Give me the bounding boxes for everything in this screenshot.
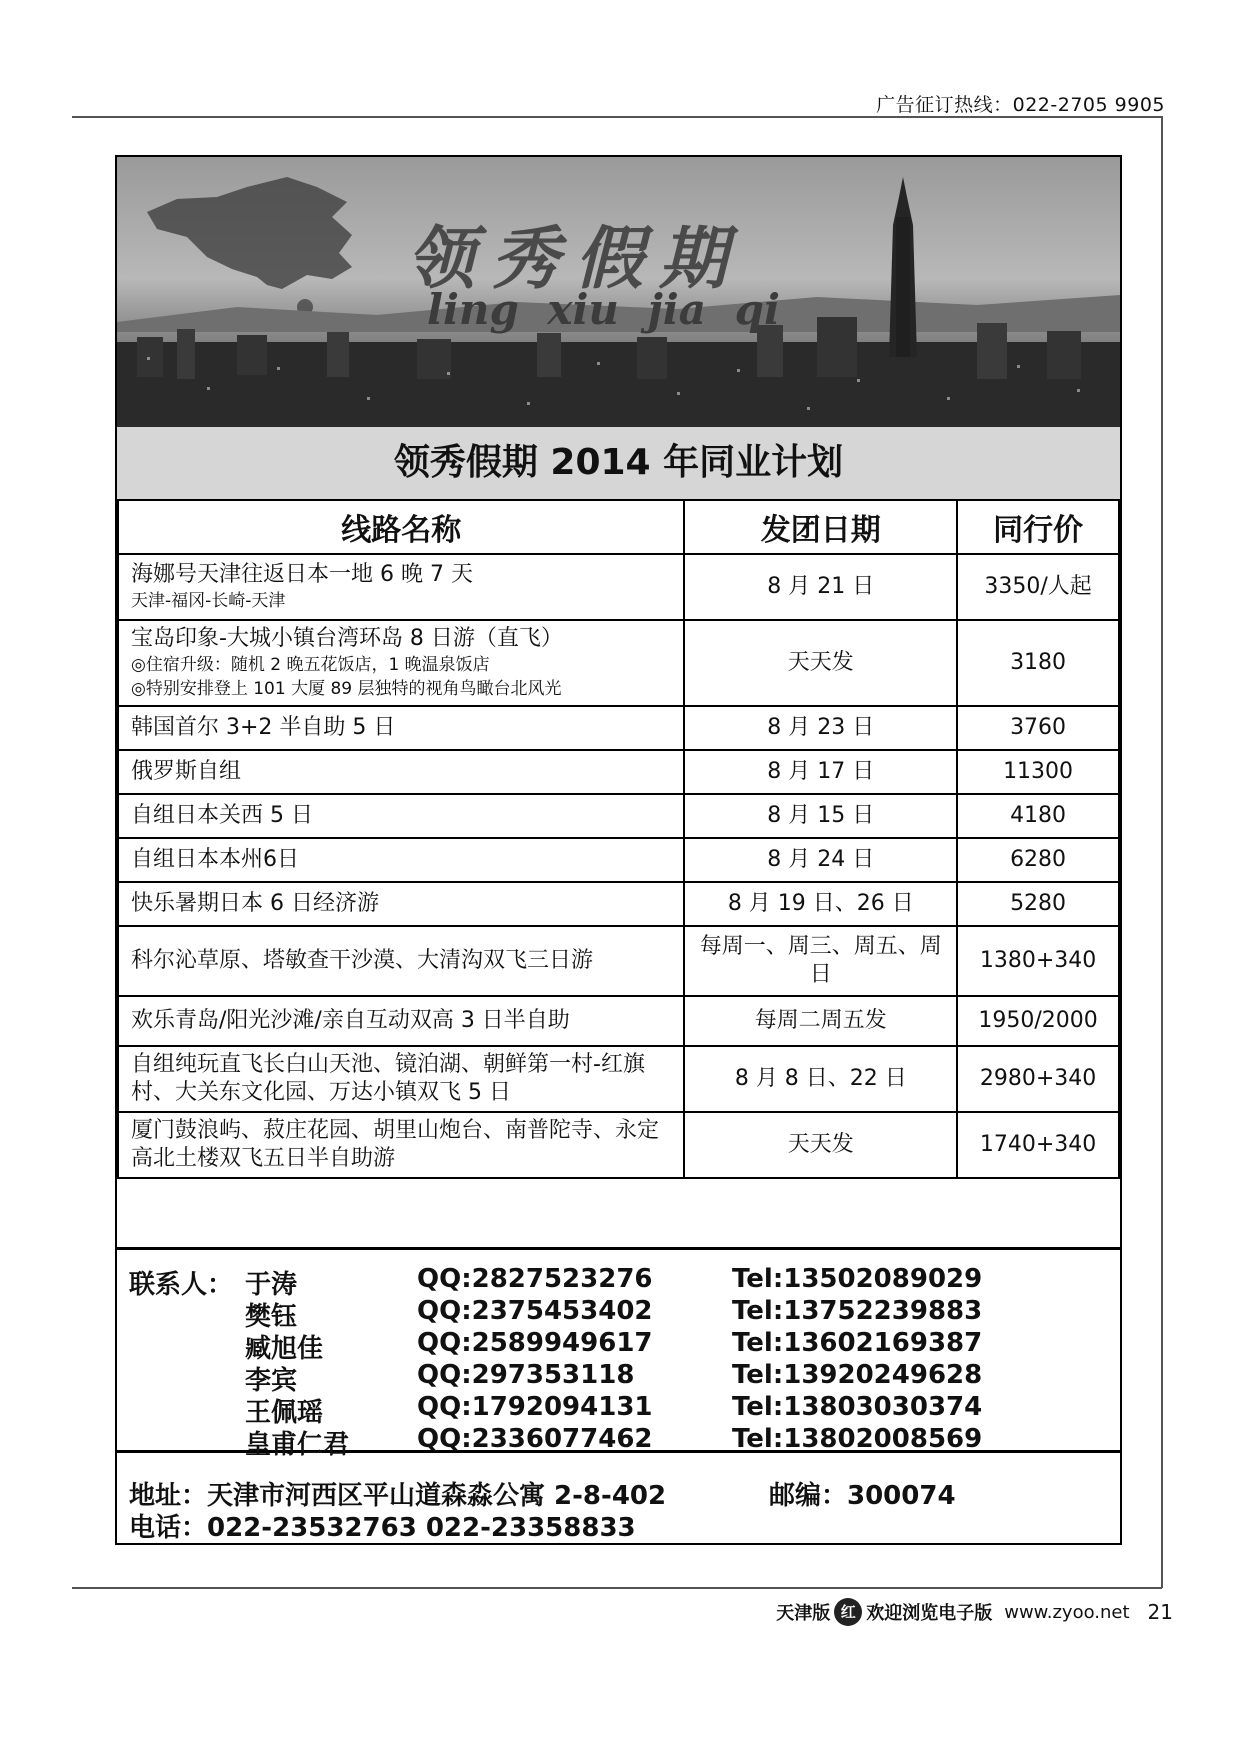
brand-name-chinese: 领秀假期	[407, 219, 744, 299]
contact-qq: QQ:297353118	[417, 1360, 635, 1390]
contact-tel: Tel:13920249628	[732, 1360, 983, 1390]
trade-price: 2980+340	[957, 1046, 1119, 1112]
route-name: 科尔沁草原、塔敏查干沙漠、大清沟双飞三日游	[118, 926, 684, 996]
contact-row	[117, 1424, 1117, 1460]
route-name: 自组日本本州6日	[118, 838, 684, 882]
advertisement	[115, 155, 1122, 1545]
trade-price: 5280	[957, 882, 1119, 926]
route-name: 俄罗斯自组	[118, 750, 684, 794]
contact-label: 联系人：	[129, 1270, 234, 1300]
column-header-route: 线路名称	[118, 500, 684, 554]
ad-hotline: 广告征订热线：022-2705 9905	[876, 94, 1165, 116]
route-name: 韩国首尔 3+2 半自助 5 日	[118, 706, 684, 750]
brand-name-pinyin: ling xiu jia qi	[427, 285, 780, 334]
banner-image	[117, 157, 1120, 427]
route-name: 自组日本关西 5 日	[118, 794, 684, 838]
departure-date: 天天发	[684, 620, 957, 706]
trade-price: 3760	[957, 706, 1119, 750]
postcode: 邮编：300074	[769, 1481, 956, 1511]
table-row	[118, 554, 1119, 620]
edition-label: 天津版	[776, 1603, 831, 1624]
contact-row	[117, 1264, 1117, 1300]
right-rule	[1161, 116, 1163, 1588]
table-row	[118, 882, 1119, 926]
contact-row	[117, 1328, 1117, 1364]
hong-logo-icon: 红	[834, 1598, 862, 1626]
departure-date: 每周二周五发	[684, 996, 957, 1046]
trade-price: 3350/人起	[957, 554, 1119, 620]
plan-title: 领秀假期 2014 年同业计划	[117, 427, 1120, 499]
route-name: 欢乐青岛/阳光沙滩/亲自互动双高 3 日半自助	[118, 996, 684, 1046]
contact-row	[117, 1360, 1117, 1396]
route-name: 海娜号天津往返日本一地 6 晚 7 天 天津-福冈-长崎-天津	[118, 554, 684, 620]
page-number: 21	[1147, 1600, 1173, 1624]
contact-name: 王佩瑶	[245, 1398, 324, 1428]
departure-date: 8 月 17 日	[684, 750, 957, 794]
departure-date: 8 月 21 日	[684, 554, 957, 620]
top-rule	[72, 116, 1162, 118]
departure-date: 8 月 23 日	[684, 706, 957, 750]
route-name: 自组纯玩直飞长白山天池、镜泊湖、朝鲜第一村-红旗村、大关东文化园、万达小镇双飞 5 日	[118, 1046, 684, 1112]
contact-row	[117, 1392, 1117, 1428]
route-name: 快乐暑期日本 6 日经济游	[118, 882, 684, 926]
departure-date: 每周一、周三、周五、周日	[684, 926, 957, 996]
contact-tel: Tel:13602169387	[732, 1328, 983, 1358]
departure-date: 8 月 19 日、26 日	[684, 882, 957, 926]
trade-price: 1740+340	[957, 1112, 1119, 1178]
table-row	[118, 706, 1119, 750]
table-row	[118, 996, 1119, 1046]
table-row	[118, 926, 1119, 996]
contact-tel: Tel:13802008569	[732, 1424, 983, 1454]
contact-tel: Tel:13803030374	[732, 1392, 983, 1422]
table-header-row	[118, 500, 1119, 554]
trade-price: 4180	[957, 794, 1119, 838]
column-header-date: 发团日期	[684, 500, 957, 554]
contact-row	[117, 1296, 1117, 1332]
page-footer	[776, 1598, 1173, 1626]
table-row	[118, 838, 1119, 882]
contact-qq: QQ:2827523276	[417, 1264, 653, 1294]
contact-tel: Tel:13752239883	[732, 1296, 983, 1326]
contact-qq: QQ:1792094131	[417, 1392, 653, 1422]
contact-name: 皇甫仁君	[245, 1430, 350, 1460]
address: 地址：天津市河西区平山道森淼公寓 2-8-402	[129, 1481, 667, 1511]
contact-name: 于涛	[245, 1270, 298, 1300]
trade-price: 1950/2000	[957, 996, 1119, 1046]
table-row	[118, 1046, 1119, 1112]
route-name: 厦门鼓浪屿、菽庄花园、胡里山炮台、南普陀寺、永定高北土楼双飞五日半自助游	[118, 1112, 684, 1178]
contact-name: 樊钰	[245, 1302, 298, 1332]
trade-price: 6280	[957, 838, 1119, 882]
contact-qq: QQ:2375453402	[417, 1296, 653, 1326]
column-header-price: 同行价	[957, 500, 1119, 554]
departure-date: 8 月 15 日	[684, 794, 957, 838]
contact-tel: Tel:13502089029	[732, 1264, 983, 1294]
table-row	[118, 620, 1119, 706]
contact-section	[117, 1247, 1120, 1460]
departure-date: 天天发	[684, 1112, 957, 1178]
trade-price: 11300	[957, 750, 1119, 794]
contact-qq: QQ:2336077462	[417, 1424, 653, 1454]
trade-price: 1380+340	[957, 926, 1119, 996]
website-link[interactable]: www.zyoo.net	[1004, 1601, 1130, 1623]
table-row	[118, 1112, 1119, 1178]
departure-date: 8 月 24 日	[684, 838, 957, 882]
welcome-text: 欢迎浏览电子版	[866, 1603, 993, 1624]
departure-date: 8 月 8 日、22 日	[684, 1046, 957, 1112]
contact-name: 臧旭佳	[245, 1334, 324, 1364]
trade-price: 3180	[957, 620, 1119, 706]
table-row	[118, 750, 1119, 794]
phone: 电话：022-23532763 022-23358833	[129, 1513, 636, 1543]
route-price-table	[117, 499, 1120, 1179]
route-name: 宝岛印象-大城小镇台湾环岛 8 日游（直飞） ◎住宿升级：随机 2 晚五花饭店，1 晚温泉饭店 ◎特别安排登上 101 大厦 89 层独特的视角鸟瞰台北风光	[118, 620, 684, 706]
contact-name: 李宾	[245, 1366, 298, 1396]
bottom-rule	[72, 1587, 1162, 1589]
contact-qq: QQ:2589949617	[417, 1328, 653, 1358]
table-row	[118, 794, 1119, 838]
